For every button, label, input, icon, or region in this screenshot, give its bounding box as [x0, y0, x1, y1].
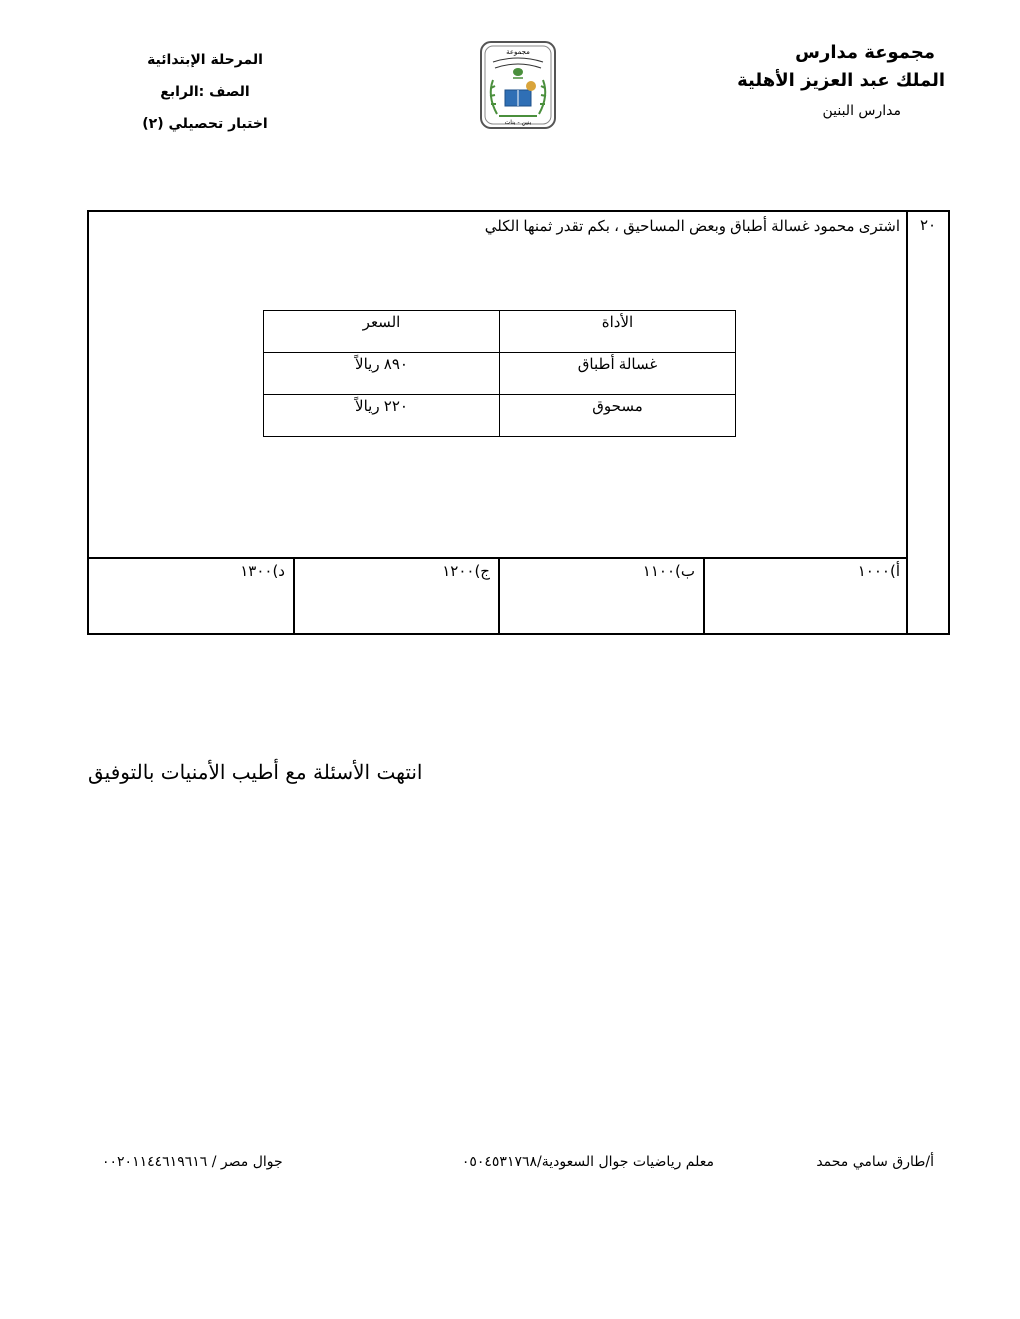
price-table — [263, 310, 736, 437]
option-a[interactable]: أ)١٠٠٠ — [703, 559, 908, 635]
table-row — [264, 353, 736, 395]
school-emblem-icon — [479, 40, 557, 130]
logo-bottom-text: بنين - بنات — [504, 119, 532, 126]
table-header-tool: الأداة — [500, 311, 736, 353]
table-cell: غسالة أطباق — [500, 353, 736, 395]
question-text: اشترى محمود غسالة أطباق وبعض المساحيق ، بكم تقدر ثمنها الكلي — [484, 218, 900, 235]
exam-title: اختبار تحصيلي (٢) — [142, 116, 268, 132]
footer-teacher: أ/طارق سامي محمد — [816, 1154, 934, 1170]
option-b[interactable]: ب)١١٠٠ — [498, 559, 703, 635]
footer-egypt-phone: جوال مصر / ٠٠٢٠١١٤٤٦١٩٦١٦ — [102, 1154, 283, 1170]
school-header — [685, 40, 945, 126]
logo-top-text: مجموعة — [506, 48, 530, 56]
option-d[interactable]: د)١٣٠٠ — [240, 562, 285, 580]
question-number: ٢٠ — [919, 216, 937, 234]
stage-label: المرحلة الإبتدائية — [147, 52, 263, 68]
school-group: مجموعة مدارس — [795, 42, 935, 63]
table-header-row — [264, 311, 736, 353]
question-number-column — [906, 212, 948, 633]
question-box — [87, 210, 950, 635]
exam-header — [125, 44, 285, 140]
answer-options — [89, 557, 908, 635]
option-c[interactable]: ج)١٢٠٠ — [293, 559, 498, 635]
table-cell: ٨٩٠ ريالاً — [264, 353, 500, 395]
table-row — [264, 395, 736, 437]
school-name: الملك عبد العزيز الأهلية — [737, 70, 945, 91]
table-cell: مسحوق — [500, 395, 736, 437]
table-cell: ٢٢٠ ريالاً — [264, 395, 500, 437]
grade-label: الصف :الرابع — [160, 84, 250, 100]
closing-message: انتهت الأسئلة مع أطيب الأمنيات بالتوفيق — [88, 760, 423, 784]
school-logo — [479, 40, 557, 130]
school-section: مدارس البنين — [822, 103, 901, 119]
table-header-price: السعر — [264, 311, 500, 353]
footer-saudi-phone: معلم رياضيات جوال السعودية/٠٥٠٤٥٣١٧٦٨ — [461, 1154, 714, 1170]
